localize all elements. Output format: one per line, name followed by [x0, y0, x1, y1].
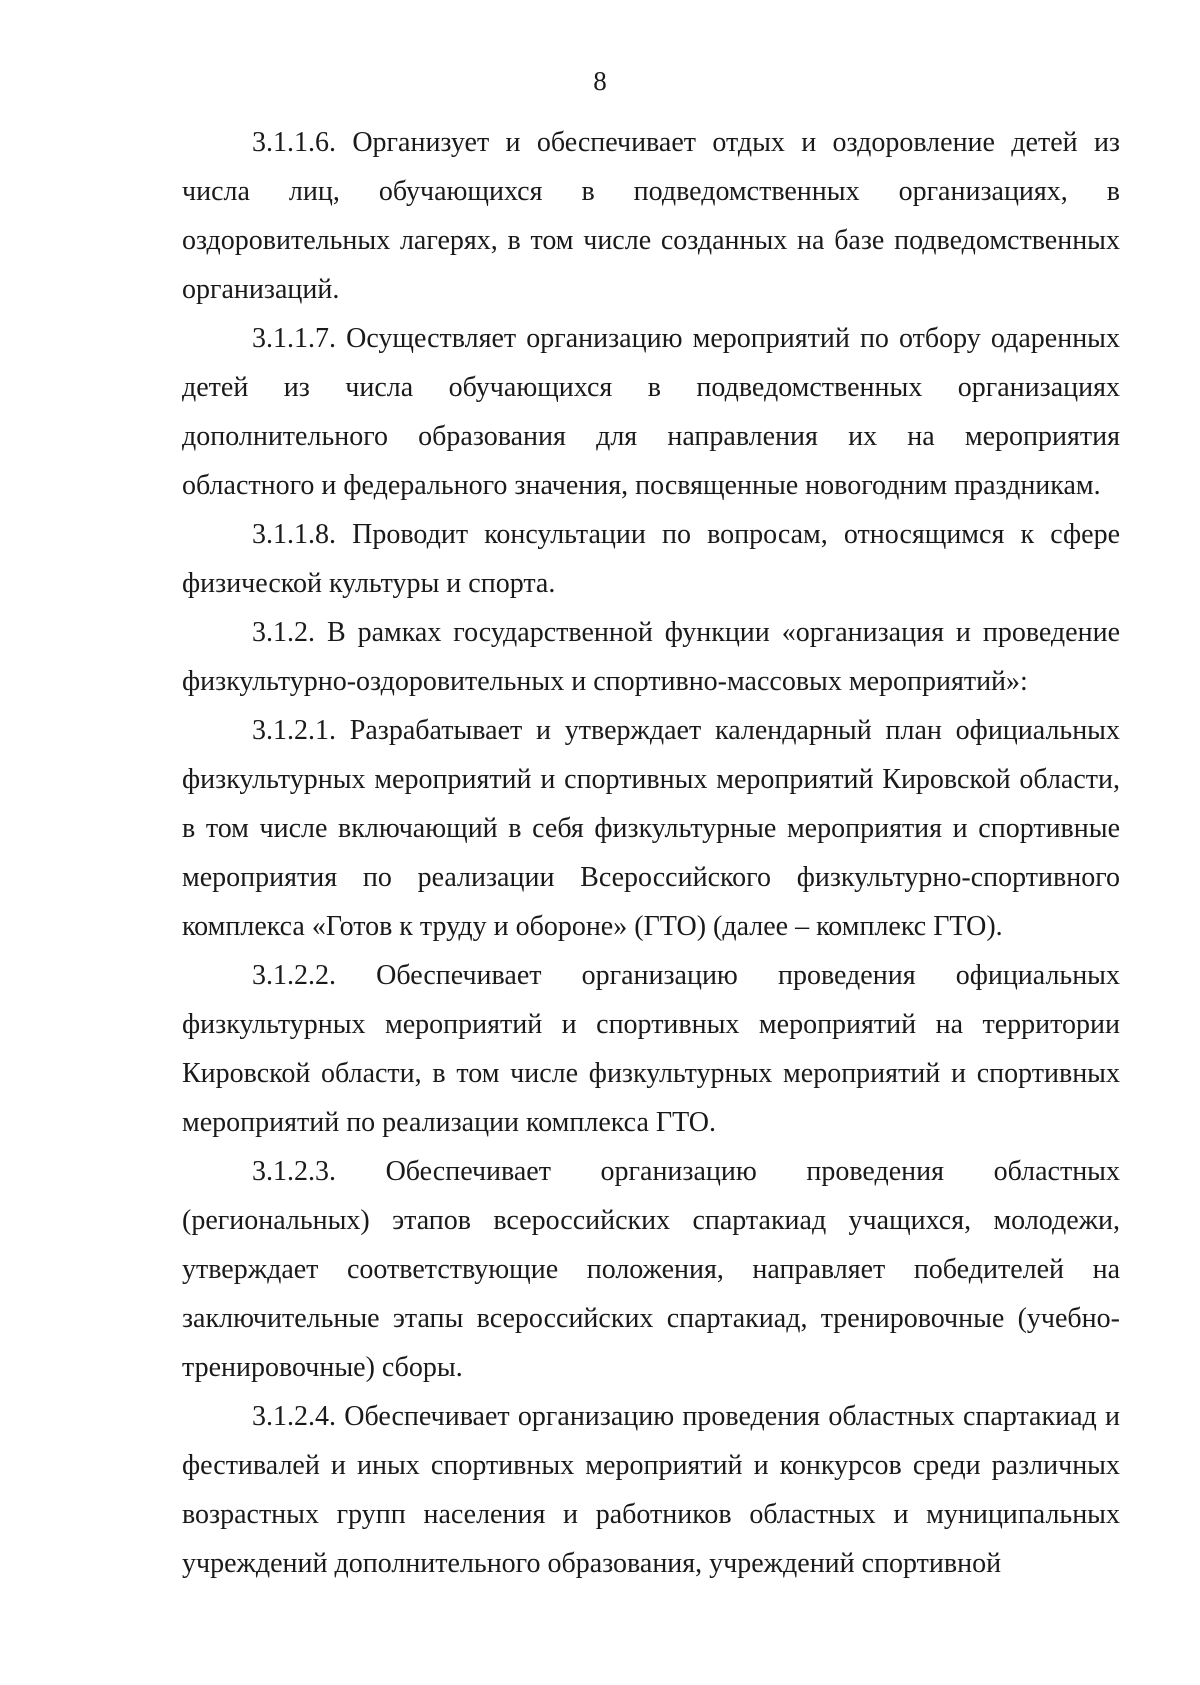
paragraph-3-1-2: 3.1.2. В рамках государственной функции «организация и проведение физкультурно-оздоровительных и спортивно-массовых мероприятий»: [182, 617, 1120, 697]
paragraph-3-1-2-4: 3.1.2.4. Обеспечивает организацию проведения областных спартакиад и фестивалей и иных спортивных мероприятий и конкурсов среди различных возрастных групп населения и работников областных и муниципальных учреждений дополнительного образования, учреждений спортивной [182, 1401, 1120, 1579]
document-body [182, 118, 1120, 1588]
paragraph-3-1-2-1: 3.1.2.1. Разрабатывает и утверждает календарный план официальных физкультурных мероприятий и спортивных мероприятий Кировской области, в том числе включающий в себя физкультурные мероприятия и спортивные мероприятия по реализации Всероссийского физкультурно-спортивного комплекса «Готов к труду и обороне» (ГТО) (далее – комплекс ГТО). [182, 715, 1120, 942]
paragraph-3-1-1-8: 3.1.1.8. Проводит консультации по вопросам, относящимся к сфере физической культуры и спорта. [182, 519, 1120, 599]
paragraph-3-1-1-6: 3.1.1.6. Организует и обеспечивает отдых и оздоровление детей из числа лиц, обучающихся в подведомственных организациях, в оздоровительных лагерях, в том числе созданных на базе подведомственных организаций. [182, 127, 1120, 305]
paragraph-3-1-1-7: 3.1.1.7. Осуществляет организацию мероприятий по отбору одаренных детей из числа обучающихся в подведомственных организациях дополнительного образования для направления их на мероприятия областного и федерального значения, посвященные новогодним праздникам. [182, 323, 1120, 501]
page-number: 8 [593, 66, 607, 96]
paragraph-3-1-2-3: 3.1.2.3. Обеспечивает организацию проведения областных (региональных) этапов всероссийских спартакиад учащихся, молодежи, утверждает соответствующие положения, направляет победителей на заключительные этапы всероссийских спартакиад, тренировочные (учебно-тренировочные) сборы. [182, 1156, 1120, 1383]
paragraph-3-1-2-2: 3.1.2.2. Обеспечивает организацию проведения официальных физкультурных мероприятий и спортивных мероприятий на территории Кировской области, в том числе физкультурных мероприятий и спортивных мероприятий по реализации комплекса ГТО. [182, 960, 1120, 1138]
